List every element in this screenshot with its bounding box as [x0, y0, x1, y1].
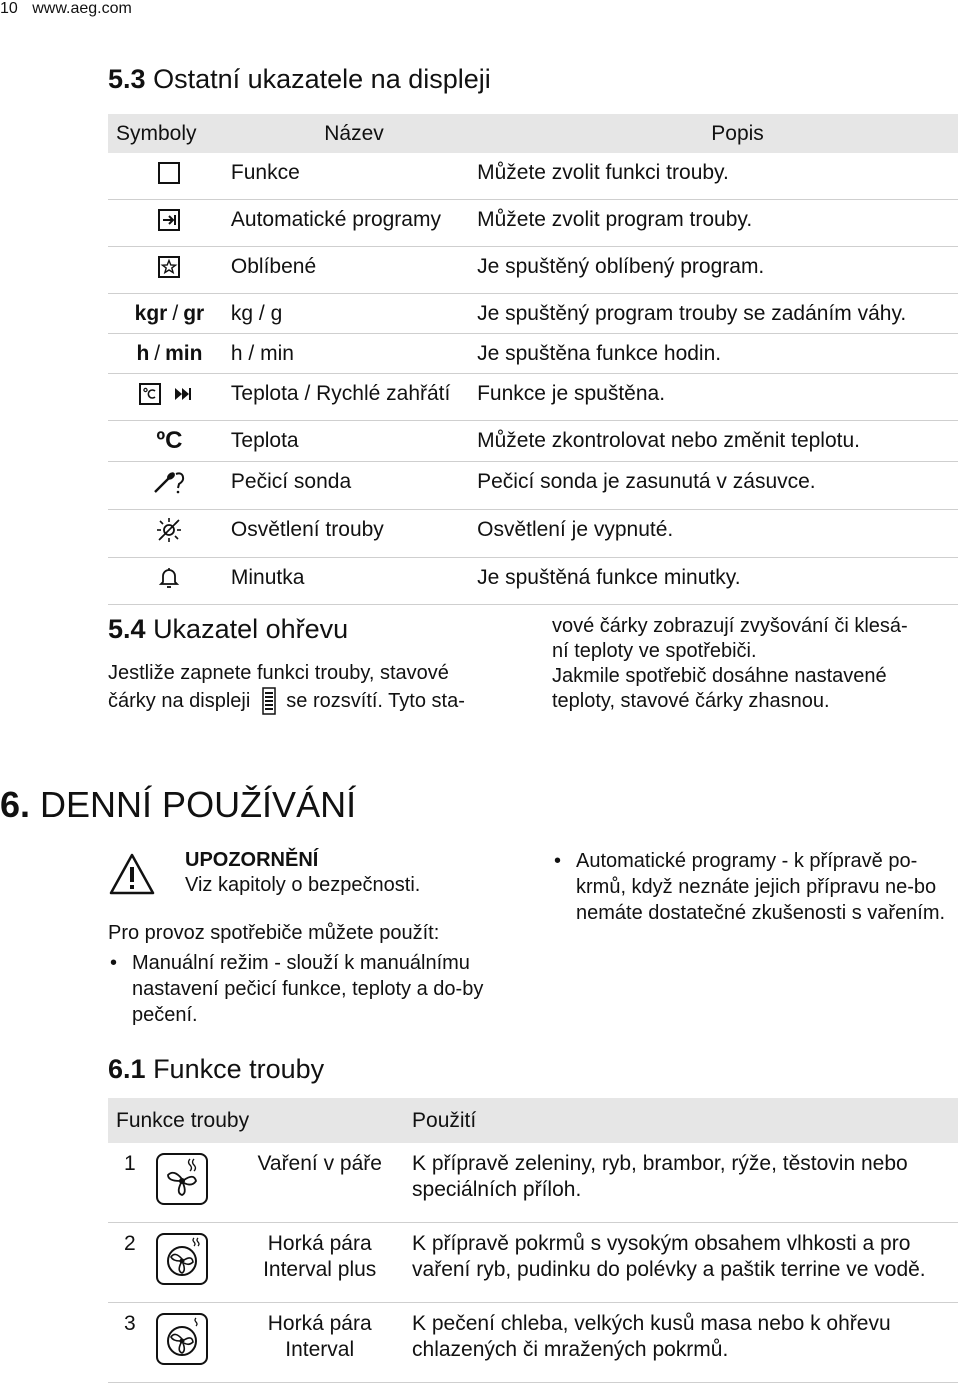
text-line: vové čárky zobrazují zvyšování či klesá-: [552, 615, 908, 637]
usage-list: [552, 848, 957, 926]
intro-text: Pro provoz spotřebiče můžete použít:: [108, 922, 440, 944]
chapter-6-title: 6. DENNÍ POUŽÍVÁNÍ: [0, 784, 357, 825]
row-description: Je spuštěná funkce minutky.: [477, 566, 741, 589]
square-frame-icon: [156, 160, 182, 186]
section-5-4-title: 5.4 Ukazatel ohřevu: [108, 614, 349, 644]
row-description: Můžete zkontrolovat nebo změnit teplotu.: [477, 429, 860, 452]
table-row: [108, 294, 958, 334]
text-line: ní teploty ve spotřebiči.: [552, 640, 757, 662]
row-name: kg / g: [230, 302, 283, 325]
daily-use-right: [552, 848, 957, 926]
warning-title: UPOZORNĚNÍ: [185, 849, 319, 871]
list-item: • Automatické programy - k přípravě po-krmů, když neznáte jejich přípravu ne-bo nemáte dostatečné zkušenosti s vařením.: [552, 848, 957, 926]
warning-icon: [108, 852, 156, 901]
row-name: Pečicí sonda: [230, 470, 352, 493]
table-row: [108, 421, 958, 462]
function-usage: K přípravě pokrmů s vysokým obsahem vlhkosti a pro vaření ryb, pudinku do polévky a paštik terrine ve vodě.: [412, 1232, 926, 1281]
row-description: Pečicí sonda je zasunutá v zásuvce.: [477, 470, 816, 493]
warning-text: Viz kapitoly o bezpečnosti.: [185, 874, 421, 896]
core-probe-icon: [149, 469, 189, 495]
warning-block: [185, 848, 420, 898]
table-row: [108, 1223, 958, 1303]
row-description: Osvětlení je vypnuté.: [477, 518, 674, 541]
section-5-3-title: 5.3 Ostatní ukazatele na displeji: [108, 64, 491, 94]
row-description: Je spuštěna funkce hodin.: [477, 342, 722, 365]
table-row: [108, 1303, 958, 1383]
table-row: [108, 374, 958, 421]
row-name: Minutka: [230, 566, 305, 589]
row-description: Můžete zvolit funkci trouby.: [477, 161, 729, 184]
page-number: 10: [0, 0, 18, 17]
table-row: [108, 200, 958, 247]
heat-indicator-text-right: [552, 614, 957, 714]
automatic-program-icon: [156, 207, 182, 233]
daily-use-left: [108, 920, 518, 1028]
usage-list: [108, 950, 508, 1028]
row-name: Osvětlení trouby: [230, 518, 384, 541]
table-row: [108, 558, 958, 605]
table-row: [108, 334, 958, 374]
table-row: [108, 510, 958, 558]
oven-functions-table: [108, 1098, 958, 1383]
row-name: h / min: [230, 342, 294, 365]
function-usage: K přípravě zeleniny, ryb, brambor, rýže, těstovin nebo speciálních příloh.: [412, 1152, 908, 1201]
table-row: [108, 1143, 958, 1223]
page-url: www.aeg.com: [32, 0, 132, 17]
hot-steam-interval-plus-icon: [154, 1269, 210, 1292]
table-row: [108, 247, 958, 294]
row-description: Je spuštěný oblíbený program.: [477, 255, 765, 278]
row-name: Funkce: [230, 161, 300, 184]
weight-unit-symbol: kgr / gr: [134, 302, 205, 325]
star-icon: [156, 254, 182, 280]
row-name: Teplota: [230, 429, 299, 452]
row-number: 3: [124, 1312, 136, 1335]
col-name: Název: [231, 114, 477, 153]
section-6-1-title: 6.1 Funkce trouby: [108, 1054, 325, 1084]
table-header-row: [108, 114, 958, 153]
function-name: Vaření v páře: [257, 1152, 382, 1175]
row-number: 1: [124, 1152, 136, 1175]
text-line: Jestliže zapnete funkci trouby, stavové: [108, 662, 449, 684]
lamp-off-icon: [155, 517, 183, 543]
row-description: Můžete zvolit program trouby.: [477, 208, 753, 231]
steam-cooking-icon: [154, 1189, 210, 1212]
text-line: Jakmile spotřebič dosáhne nastavené: [552, 665, 887, 687]
row-number: 2: [124, 1232, 136, 1255]
heat-bars-icon: [262, 687, 276, 715]
col-description: Popis: [477, 114, 958, 153]
function-name: Horká pára Interval plus: [263, 1232, 377, 1281]
temperature-fast-heat-icon: [137, 381, 201, 407]
function-name: Horká pára Interval: [267, 1312, 372, 1361]
list-item: • Manuální režim - slouží k manuálnímu nastavení pečicí funkce, teploty a do-by pečení.: [108, 950, 508, 1028]
table-row: [108, 462, 958, 510]
row-name: Automatické programy: [230, 208, 441, 231]
table-row: [108, 153, 958, 200]
col-function: Funkce trouby: [108, 1098, 404, 1143]
indicators-table: [108, 114, 958, 605]
page-header: [0, 0, 132, 18]
function-usage: K pečení chleba, velkých kusů masa nebo k ohřevu chlazených či mražených pokrmů.: [412, 1312, 891, 1361]
row-name: Teplota / Rychlé zahřátí: [230, 382, 451, 405]
bell-icon: [156, 565, 182, 591]
col-usage: Použití: [404, 1098, 958, 1143]
table-header-row: [108, 1098, 958, 1143]
row-name: Oblíbené: [230, 255, 317, 278]
temperature-unit-symbol: ºC: [156, 427, 183, 454]
text-line: čárky na displeji se rozsvítí. Tyto sta-: [108, 686, 518, 716]
row-description: Je spuštěný program trouby se zadáním váhy.: [477, 302, 907, 325]
hot-steam-interval-icon: [154, 1349, 210, 1372]
row-description: Funkce je spuštěna.: [477, 382, 666, 405]
heat-indicator-text-left: [108, 660, 518, 716]
text-line: teploty, stavové čárky zhasnou.: [552, 690, 830, 712]
col-symbols: Symboly: [108, 114, 231, 153]
time-unit-symbol: h / min: [136, 342, 203, 365]
